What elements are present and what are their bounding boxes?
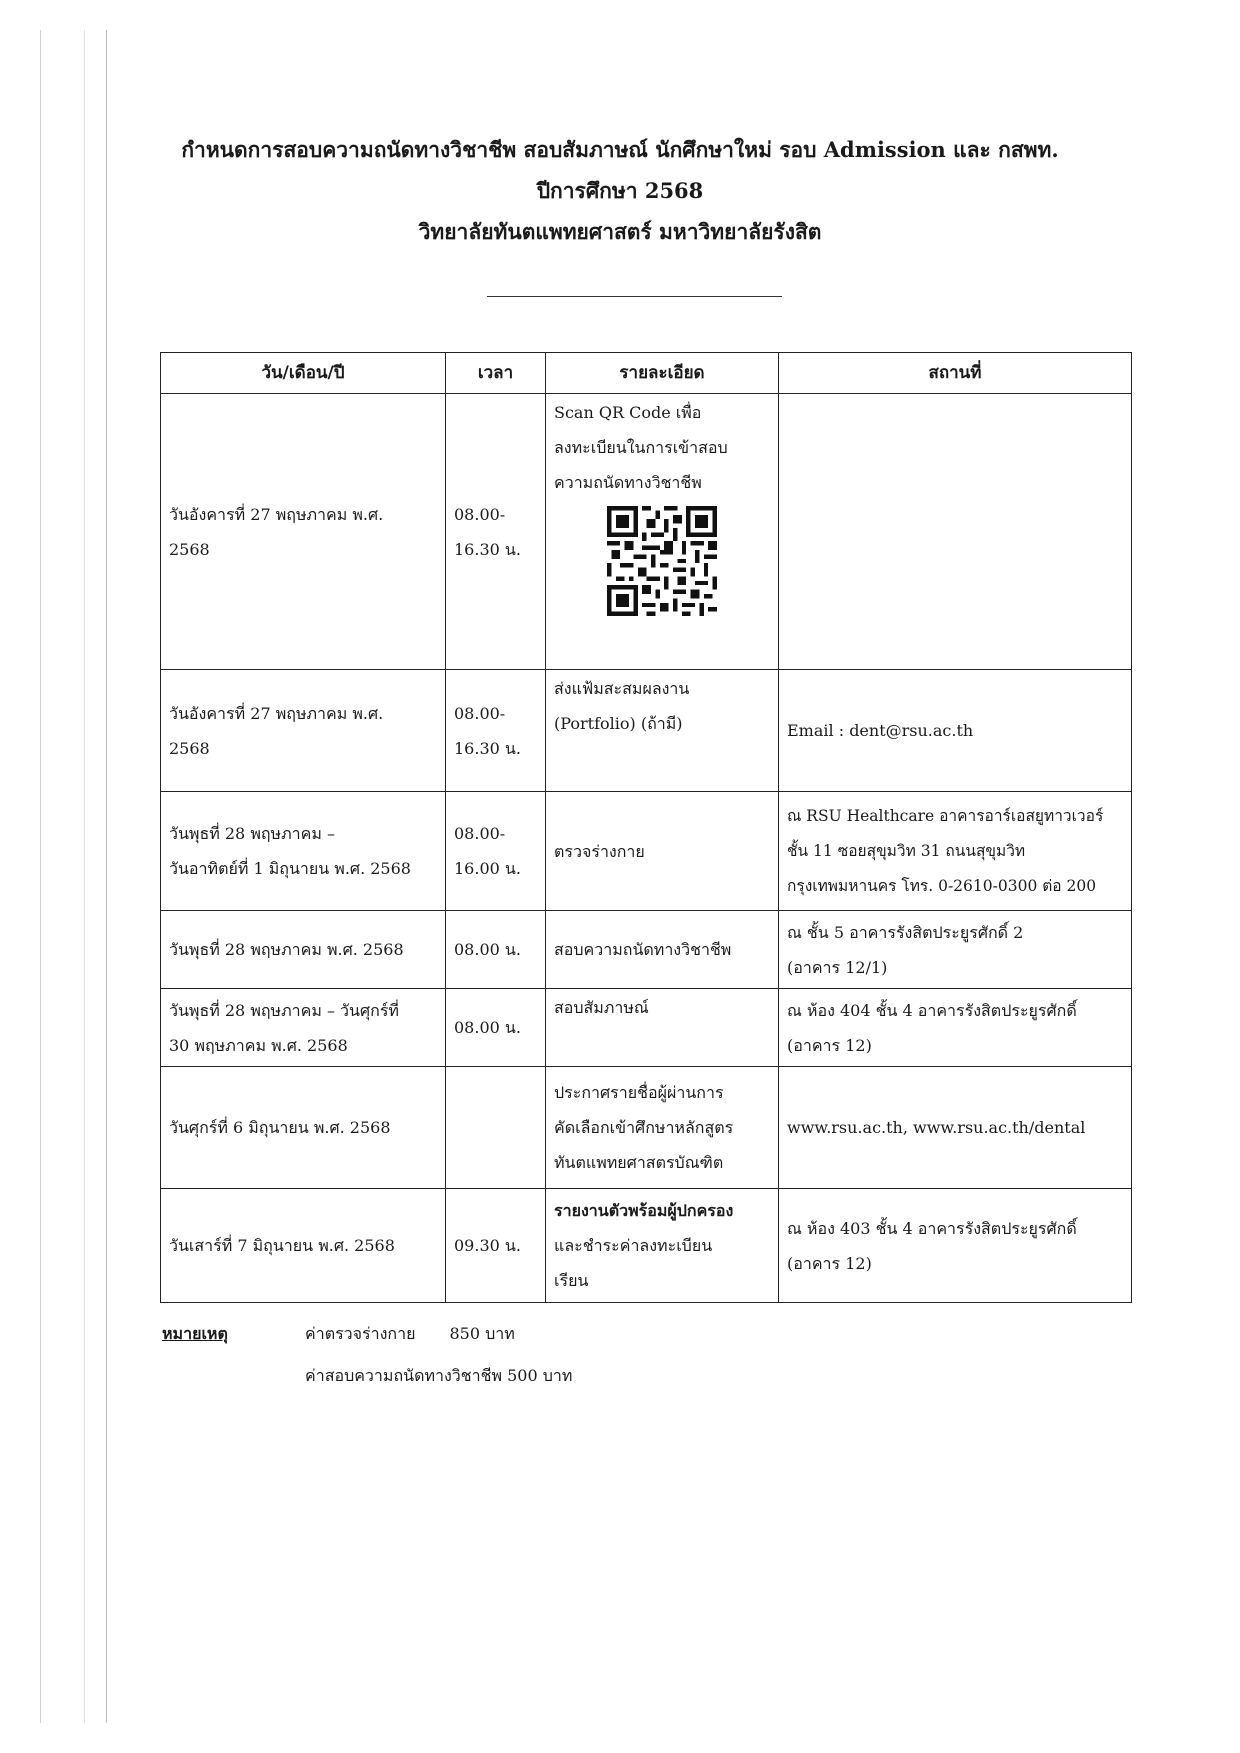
place-cell: [779, 1067, 1132, 1189]
time-cell: 08.00- 16.30 น.: [446, 394, 546, 670]
place-cell: [779, 394, 1132, 670]
table-row: [161, 394, 1132, 670]
header-academic-year: ปีการศึกษา 2568: [536, 178, 704, 203]
date-cell: วันพุธที่ 28 พฤษภาคม พ.ศ. 2568: [161, 911, 446, 989]
time-cell: 08.00 น.: [446, 989, 546, 1067]
scan-margin-line: [40, 30, 41, 1723]
place-cell: [779, 670, 1132, 792]
fee-medical-exam: ค่าตรวจร่างกาย: [305, 1324, 416, 1343]
place-cell: ณ ชั้น 5 อาคารรังสิตประยูรศักดิ์ 2 (อาคาร 12/1): [779, 911, 1132, 989]
date-cell: วันอังคารที่ 27 พฤษภาคม พ.ศ. 2568: [161, 670, 446, 792]
detail-cell: Scan QR Code เพื่อ ลงทะเบียนในการเข้าสอบ ความถนัดทางวิชาชีพ: [546, 394, 779, 670]
detail-cell: สอบสัมภาษณ์: [546, 989, 779, 1067]
time-cell: 08.00 น.: [446, 911, 546, 989]
email-link[interactable]: Email : dent@rsu.ac.th: [787, 721, 974, 740]
column-header-place: สถานที่: [779, 353, 1132, 394]
detail-cell: ส่งแฟ้มสะสมผลงาน (Portfolio) (ถ้ามี): [546, 670, 779, 792]
header-divider: [487, 296, 782, 297]
fee-aptitude-test: ค่าสอบความถนัดทางวิชาชีพ 500 บาท: [305, 1366, 573, 1385]
schedule-table: [160, 352, 1132, 1303]
document-header: [150, 138, 1090, 261]
table-header-row: [161, 353, 1132, 394]
detail-cell: สอบความถนัดทางวิชาชีพ: [546, 911, 779, 989]
time-cell: 08.00- 16.30 น.: [446, 670, 546, 792]
column-header-date: วัน/เดือน/ปี: [161, 353, 446, 394]
table-row: [161, 792, 1132, 911]
date-cell: วันพุธที่ 28 พฤษภาคม – วันอาทิตย์ที่ 1 มิถุนายน พ.ศ. 2568: [161, 792, 446, 911]
table-row: [161, 989, 1132, 1067]
notes-section: [162, 1313, 572, 1397]
column-header-detail: รายละเอียด: [546, 353, 779, 394]
detail-cell: ประกาศรายชื่อผู้ผ่านการ คัดเลือกเข้าศึกษาหลักสูตร ทันตแพทยศาสตรบัณฑิต: [546, 1067, 779, 1189]
scan-margin-line: [106, 30, 107, 1723]
table-row: [161, 911, 1132, 989]
fee-medical-exam-amount: 850 บาท: [449, 1324, 515, 1343]
date-cell: วันศุกร์ที่ 6 มิถุนายน พ.ศ. 2568: [161, 1067, 446, 1189]
detail-cell: รายงานตัวพร้อมผู้ปกครอง และชำระค่าลงทะเบียน เรียน: [546, 1189, 779, 1303]
registration-qr-code[interactable]: [607, 506, 717, 616]
time-cell: [446, 1067, 546, 1189]
time-cell: 08.00- 16.00 น.: [446, 792, 546, 911]
date-cell: วันพุธที่ 28 พฤษภาคม – วันศุกร์ที่ 30 พฤษภาคม พ.ศ. 2568: [161, 989, 446, 1067]
table-row: [161, 670, 1132, 792]
date-cell: วันอังคารที่ 27 พฤษภาคม พ.ศ. 2568: [161, 394, 446, 670]
date-cell: วันเสาร์ที่ 7 มิถุนายน พ.ศ. 2568: [161, 1189, 446, 1303]
scan-margin-line: [84, 30, 85, 1723]
notes-label: หมายเหตุ: [162, 1324, 228, 1343]
table-row: [161, 1067, 1132, 1189]
website-links[interactable]: www.rsu.ac.th, www.rsu.ac.th/dental: [787, 1118, 1086, 1137]
time-cell: 09.30 น.: [446, 1189, 546, 1303]
place-cell: ณ ห้อง 403 ชั้น 4 อาคารรังสิตประยูรศักดิ์ (อาคาร 12): [779, 1189, 1132, 1303]
column-header-time: เวลา: [446, 353, 546, 394]
header-title: กำหนดการสอบความถนัดทางวิชาชีพ สอบสัมภาษณ์ นักศึกษาใหม่ รอบ Admission และ กสพท.: [181, 137, 1059, 162]
place-cell: ณ RSU Healthcare อาคารอาร์เอสยูทาวเวอร์ ชั้น 11 ซอยสุขุมวิท 31 ถนนสุขุมวิท กรุงเทพมหานคร โทร. 0-2610-0300 ต่อ 200: [779, 792, 1132, 911]
header-institution: วิทยาลัยทันตแพทยศาสตร์ มหาวิทยาลัยรังสิต: [418, 219, 822, 244]
detail-cell: ตรวจร่างกาย: [546, 792, 779, 911]
table-row: [161, 1189, 1132, 1303]
place-cell: ณ ห้อง 404 ชั้น 4 อาคารรังสิตประยูรศักดิ์ (อาคาร 12): [779, 989, 1132, 1067]
